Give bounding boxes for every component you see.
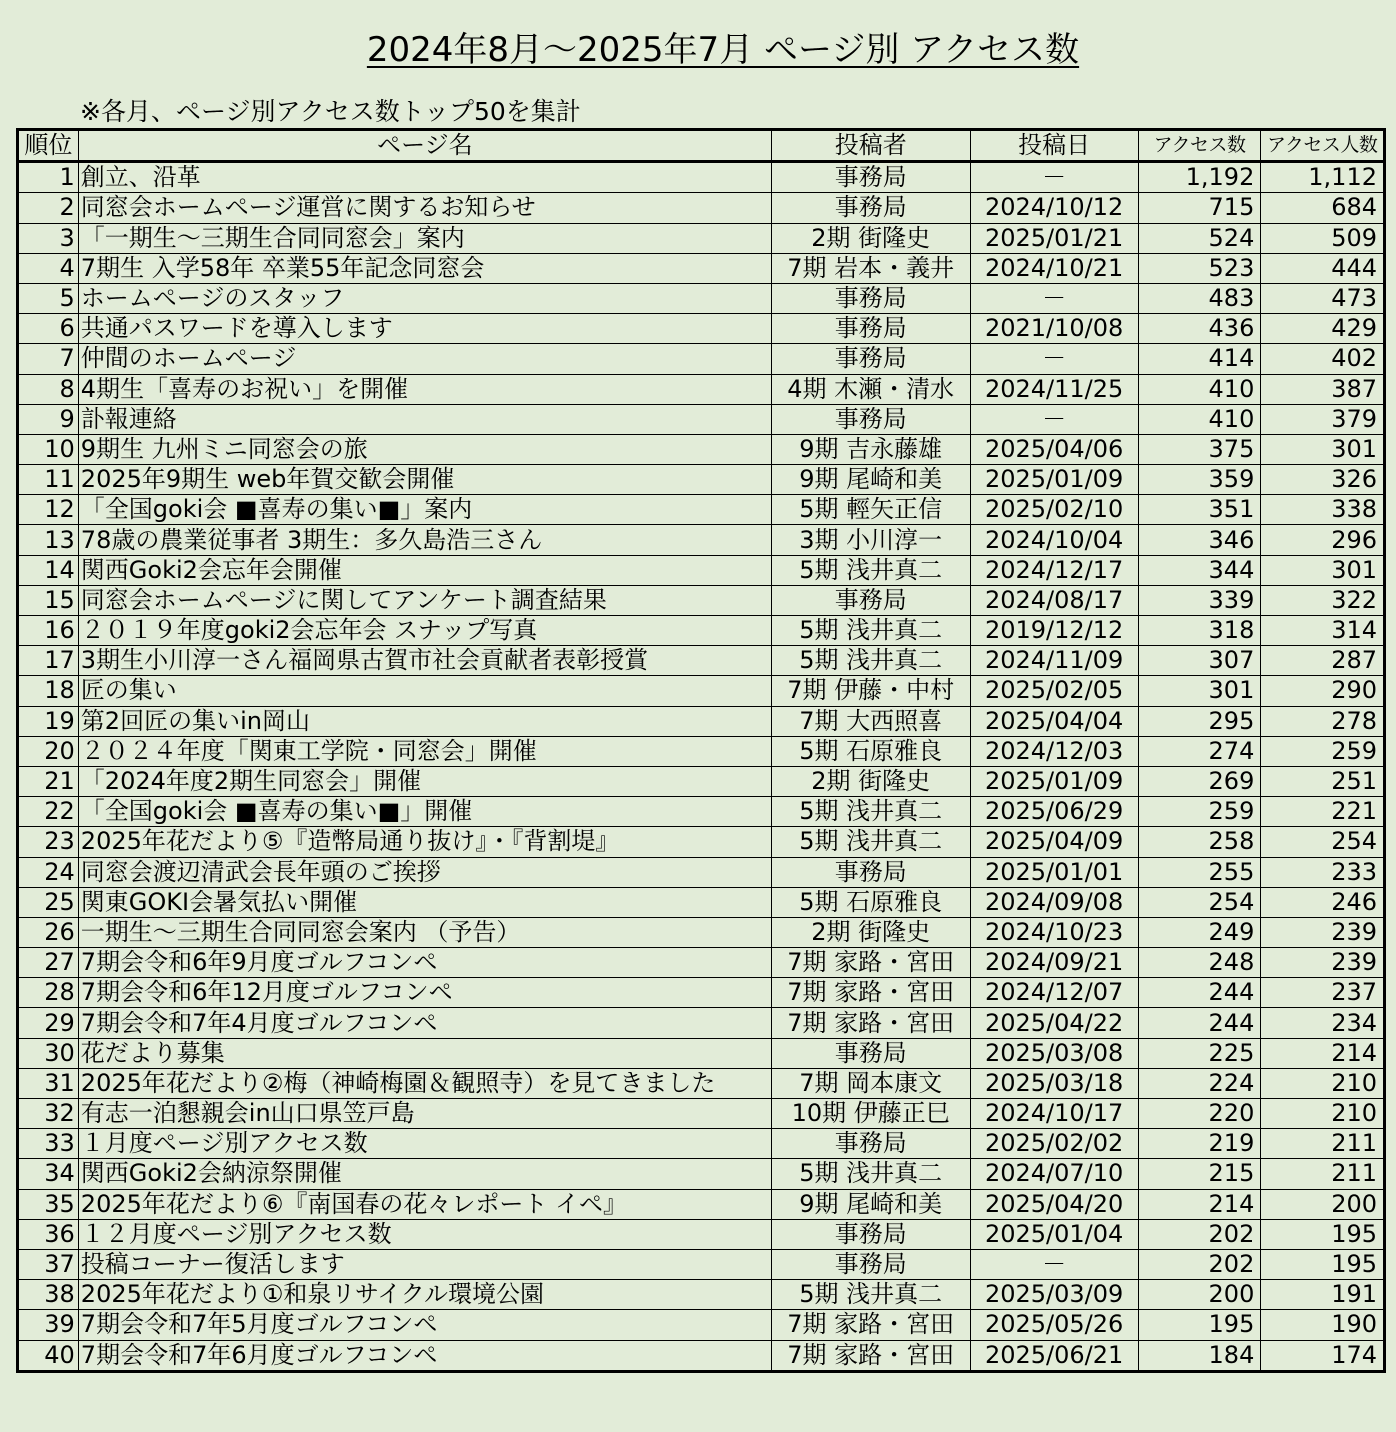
table-row: [18, 193, 1385, 223]
cell-page-name: 同窓会ホームページに関してアンケート調査結果: [78, 585, 771, 615]
cell-access-count: 523: [1138, 253, 1261, 283]
cell-rank: 34: [18, 1159, 79, 1189]
table-row: [18, 1099, 1385, 1129]
cell-rank: 14: [18, 555, 79, 585]
cell-page-name: 2025年花だより①和泉リサイクル環境公園: [78, 1280, 771, 1310]
cell-visitor-count: 210: [1261, 1099, 1385, 1129]
cell-rank: 20: [18, 736, 79, 766]
cell-author: 7期 大西照喜: [771, 706, 970, 736]
cell-rank: 36: [18, 1219, 79, 1249]
cell-visitor-count: 296: [1261, 525, 1385, 555]
cell-post-date: 2024/09/21: [970, 948, 1138, 978]
cell-visitor-count: 246: [1261, 887, 1385, 917]
cell-visitor-count: 191: [1261, 1280, 1385, 1310]
table-row: [18, 495, 1385, 525]
cell-access-count: 274: [1138, 736, 1261, 766]
table-row: [18, 1008, 1385, 1038]
cell-page-name: 2025年花だより⑥『南国春の花々レポート イペ』: [78, 1189, 771, 1219]
cell-author: 5期 石原雅良: [771, 887, 970, 917]
cell-page-name: 訃報連絡: [78, 404, 771, 434]
cell-post-date: －: [970, 344, 1138, 374]
cell-page-name: 7期生 入学58年 卒業55年記念同窓会: [78, 253, 771, 283]
cell-author: 事務局: [771, 1129, 970, 1159]
cell-page-name: 有志一泊懇親会in山口県笠戸島: [78, 1099, 771, 1129]
cell-access-count: 307: [1138, 646, 1261, 676]
cell-post-date: 2024/12/07: [970, 978, 1138, 1008]
table-row: [18, 797, 1385, 827]
cell-access-count: 202: [1138, 1219, 1261, 1249]
cell-access-count: 351: [1138, 495, 1261, 525]
cell-author: 7期 家路・宮田: [771, 1340, 970, 1371]
cell-rank: 25: [18, 887, 79, 917]
cell-visitor-count: 239: [1261, 917, 1385, 947]
cell-rank: 27: [18, 948, 79, 978]
cell-author: 5期 輕矢正信: [771, 495, 970, 525]
cell-page-name: 7期会令和7年6月度ゴルフコンペ: [78, 1340, 771, 1371]
cell-access-count: 244: [1138, 1008, 1261, 1038]
table-row: [18, 223, 1385, 253]
cell-access-count: 184: [1138, 1340, 1261, 1371]
table-row: [18, 827, 1385, 857]
cell-page-name: 7期会令和6年9月度ゴルフコンペ: [78, 948, 771, 978]
cell-post-date: 2025/04/20: [970, 1189, 1138, 1219]
table-row: [18, 1189, 1385, 1219]
cell-access-count: 195: [1138, 1310, 1261, 1340]
cell-visitor-count: 190: [1261, 1310, 1385, 1340]
cell-page-name: 7期会令和7年4月度ゴルフコンペ: [78, 1008, 771, 1038]
cell-visitor-count: 278: [1261, 706, 1385, 736]
cell-access-count: 318: [1138, 616, 1261, 646]
cell-rank: 33: [18, 1129, 79, 1159]
cell-access-count: 375: [1138, 434, 1261, 464]
cell-post-date: －: [970, 283, 1138, 313]
cell-page-name: 創立、沿革: [78, 162, 771, 193]
header-rank: 順位: [18, 130, 79, 162]
cell-page-name: 関西Goki2会忘年会開催: [78, 555, 771, 585]
header-date: 投稿日: [970, 130, 1138, 162]
cell-author: 5期 浅井真二: [771, 616, 970, 646]
cell-author: 7期 岩本・義井: [771, 253, 970, 283]
cell-access-count: 255: [1138, 857, 1261, 887]
cell-access-count: 410: [1138, 374, 1261, 404]
cell-author: 5期 浅井真二: [771, 1280, 970, 1310]
table-row: [18, 1068, 1385, 1098]
cell-rank: 31: [18, 1068, 79, 1098]
cell-visitor-count: 210: [1261, 1068, 1385, 1098]
cell-page-name: ２０２４年度「関東工学院・同窓会」開催: [78, 736, 771, 766]
table-row: [18, 162, 1385, 193]
cell-post-date: 2025/05/26: [970, 1310, 1138, 1340]
cell-visitor-count: 174: [1261, 1340, 1385, 1371]
cell-visitor-count: 402: [1261, 344, 1385, 374]
cell-visitor-count: 233: [1261, 857, 1385, 887]
cell-rank: 2: [18, 193, 79, 223]
cell-post-date: －: [970, 162, 1138, 193]
cell-access-count: 200: [1138, 1280, 1261, 1310]
cell-page-name: 一期生～三期生合同同窓会案内 （予告）: [78, 917, 771, 947]
table-row: [18, 646, 1385, 676]
table-row: [18, 736, 1385, 766]
cell-post-date: 2025/04/09: [970, 827, 1138, 857]
cell-rank: 38: [18, 1280, 79, 1310]
cell-access-count: 715: [1138, 193, 1261, 223]
cell-access-count: 359: [1138, 465, 1261, 495]
cell-author: 2期 街隆史: [771, 223, 970, 253]
cell-page-name: 78歳の農業従事者 3期生：多久島浩三さん: [78, 525, 771, 555]
cell-access-count: 254: [1138, 887, 1261, 917]
header-views: アクセス数: [1138, 130, 1261, 162]
cell-rank: 9: [18, 404, 79, 434]
cell-author: 事務局: [771, 344, 970, 374]
cell-author: 7期 岡本康文: [771, 1068, 970, 1098]
header-author: 投稿者: [771, 130, 970, 162]
cell-visitor-count: 195: [1261, 1219, 1385, 1249]
table-row: [18, 676, 1385, 706]
cell-page-name: 仲間のホームページ: [78, 344, 771, 374]
cell-rank: 4: [18, 253, 79, 283]
cell-visitor-count: 387: [1261, 374, 1385, 404]
cell-rank: 24: [18, 857, 79, 887]
table-row: [18, 948, 1385, 978]
cell-access-count: 220: [1138, 1099, 1261, 1129]
cell-rank: 10: [18, 434, 79, 464]
cell-post-date: －: [970, 1249, 1138, 1279]
cell-author: 4期 木瀬・清水: [771, 374, 970, 404]
cell-rank: 16: [18, 616, 79, 646]
cell-visitor-count: 444: [1261, 253, 1385, 283]
cell-post-date: 2024/12/17: [970, 555, 1138, 585]
cell-visitor-count: 379: [1261, 404, 1385, 434]
cell-rank: 1: [18, 162, 79, 193]
cell-visitor-count: 290: [1261, 676, 1385, 706]
cell-access-count: 483: [1138, 283, 1261, 313]
cell-post-date: 2025/04/04: [970, 706, 1138, 736]
cell-post-date: 2025/03/08: [970, 1038, 1138, 1068]
cell-page-name: 7期会令和7年5月度ゴルフコンペ: [78, 1310, 771, 1340]
cell-post-date: 2025/03/09: [970, 1280, 1138, 1310]
cell-author: 事務局: [771, 314, 970, 344]
cell-page-name: １月度ページ別アクセス数: [78, 1129, 771, 1159]
cell-access-count: 295: [1138, 706, 1261, 736]
table-row: [18, 1129, 1385, 1159]
table-row: [18, 766, 1385, 796]
cell-access-count: 436: [1138, 314, 1261, 344]
cell-author: 事務局: [771, 404, 970, 434]
cell-post-date: 2024/10/23: [970, 917, 1138, 947]
cell-visitor-count: 314: [1261, 616, 1385, 646]
cell-post-date: 2025/04/22: [970, 1008, 1138, 1038]
table-row: [18, 253, 1385, 283]
cell-rank: 30: [18, 1038, 79, 1068]
cell-author: 3期 小川淳一: [771, 525, 970, 555]
cell-access-count: 244: [1138, 978, 1261, 1008]
cell-access-count: 215: [1138, 1159, 1261, 1189]
cell-access-count: 259: [1138, 797, 1261, 827]
table-row: [18, 978, 1385, 1008]
table-row: [18, 1219, 1385, 1249]
cell-rank: 13: [18, 525, 79, 555]
cell-access-count: 1,192: [1138, 162, 1261, 193]
cell-page-name: 3期生小川淳一さん福岡県古賀市社会貢献者表彰授賞: [78, 646, 771, 676]
cell-author: 7期 家路・宮田: [771, 1310, 970, 1340]
cell-author: 7期 家路・宮田: [771, 978, 970, 1008]
table-note: ※各月、ページ別アクセス数トップ50を集計: [80, 97, 581, 126]
cell-post-date: 2025/01/09: [970, 766, 1138, 796]
cell-rank: 23: [18, 827, 79, 857]
cell-author: 事務局: [771, 857, 970, 887]
cell-post-date: 2025/06/21: [970, 1340, 1138, 1371]
cell-post-date: 2024/08/17: [970, 585, 1138, 615]
cell-author: 5期 浅井真二: [771, 555, 970, 585]
cell-access-count: 202: [1138, 1249, 1261, 1279]
cell-page-name: 関東GOKI会暑気払い開催: [78, 887, 771, 917]
cell-page-name: ホームページのスタッフ: [78, 283, 771, 313]
cell-author: 5期 石原雅良: [771, 736, 970, 766]
table-row: [18, 555, 1385, 585]
page-title: [0, 22, 1396, 71]
cell-author: 9期 尾崎和美: [771, 1189, 970, 1219]
cell-page-name: 同窓会渡辺清武会長年頭のご挨拶: [78, 857, 771, 887]
cell-rank: 19: [18, 706, 79, 736]
cell-author: 事務局: [771, 1038, 970, 1068]
cell-access-count: 258: [1138, 827, 1261, 857]
cell-post-date: 2025/01/09: [970, 465, 1138, 495]
cell-post-date: 2024/09/08: [970, 887, 1138, 917]
table-row: [18, 344, 1385, 374]
cell-visitor-count: 211: [1261, 1159, 1385, 1189]
cell-access-count: 225: [1138, 1038, 1261, 1068]
cell-page-name: 2025年花だより⑤『造幣局通り抜け』・『背割堤』: [78, 827, 771, 857]
table-row: [18, 1249, 1385, 1279]
cell-post-date: 2024/10/12: [970, 193, 1138, 223]
cell-post-date: 2025/06/29: [970, 797, 1138, 827]
cell-rank: 11: [18, 465, 79, 495]
cell-visitor-count: 200: [1261, 1189, 1385, 1219]
cell-page-name: 第2回匠の集いin岡山: [78, 706, 771, 736]
cell-visitor-count: 509: [1261, 223, 1385, 253]
cell-visitor-count: 322: [1261, 585, 1385, 615]
cell-visitor-count: 338: [1261, 495, 1385, 525]
cell-page-name: 共通パスワードを導入します: [78, 314, 771, 344]
header-row: [18, 130, 1385, 162]
table-row: [18, 1340, 1385, 1371]
cell-visitor-count: 287: [1261, 646, 1385, 676]
cell-author: 7期 家路・宮田: [771, 948, 970, 978]
cell-post-date: 2021/10/08: [970, 314, 1138, 344]
cell-post-date: 2025/03/18: [970, 1068, 1138, 1098]
cell-page-name: 「一期生～三期生合同同窓会」案内: [78, 223, 771, 253]
cell-rank: 21: [18, 766, 79, 796]
cell-page-name: １２月度ページ別アクセス数: [78, 1219, 771, 1249]
cell-access-count: 248: [1138, 948, 1261, 978]
cell-access-count: 344: [1138, 555, 1261, 585]
cell-post-date: 2019/12/12: [970, 616, 1138, 646]
cell-author: 事務局: [771, 1219, 970, 1249]
cell-rank: 29: [18, 1008, 79, 1038]
table-row: [18, 404, 1385, 434]
cell-access-count: 524: [1138, 223, 1261, 253]
cell-rank: 7: [18, 344, 79, 374]
cell-author: 5期 浅井真二: [771, 646, 970, 676]
cell-author: 事務局: [771, 1249, 970, 1279]
cell-author: 5期 浅井真二: [771, 797, 970, 827]
table-body: [18, 162, 1385, 1372]
cell-visitor-count: 239: [1261, 948, 1385, 978]
cell-access-count: 224: [1138, 1068, 1261, 1098]
cell-post-date: 2025/02/05: [970, 676, 1138, 706]
cell-rank: 28: [18, 978, 79, 1008]
page-title-text: 2024年8月～2025年7月 ページ別 アクセス数: [366, 30, 1080, 70]
cell-rank: 15: [18, 585, 79, 615]
table-row: [18, 1038, 1385, 1068]
cell-access-count: 414: [1138, 344, 1261, 374]
cell-access-count: 410: [1138, 404, 1261, 434]
table-row: [18, 1280, 1385, 1310]
cell-visitor-count: 211: [1261, 1129, 1385, 1159]
cell-author: 9期 尾崎和美: [771, 465, 970, 495]
cell-author: 7期 家路・宮田: [771, 1008, 970, 1038]
cell-post-date: －: [970, 404, 1138, 434]
header-page: ページ名: [78, 130, 771, 162]
cell-post-date: 2024/10/04: [970, 525, 1138, 555]
table-row: [18, 706, 1385, 736]
cell-page-name: 7期会令和6年12月度ゴルフコンペ: [78, 978, 771, 1008]
cell-access-count: 214: [1138, 1189, 1261, 1219]
cell-access-count: 249: [1138, 917, 1261, 947]
cell-page-name: 2025年花だより②梅（神崎梅園＆観照寺）を見てきました: [78, 1068, 771, 1098]
cell-author: 事務局: [771, 162, 970, 193]
cell-rank: 18: [18, 676, 79, 706]
cell-access-count: 301: [1138, 676, 1261, 706]
cell-author: 2期 街隆史: [771, 917, 970, 947]
cell-author: 事務局: [771, 193, 970, 223]
table-row: [18, 314, 1385, 344]
cell-page-name: 「全国goki会 ■喜寿の集い■」案内: [78, 495, 771, 525]
access-table: [16, 128, 1386, 1373]
cell-visitor-count: 234: [1261, 1008, 1385, 1038]
cell-page-name: 同窓会ホームページ運営に関するお知らせ: [78, 193, 771, 223]
cell-page-name: 関西Goki2会納涼祭開催: [78, 1159, 771, 1189]
table-row: [18, 374, 1385, 404]
cell-visitor-count: 326: [1261, 465, 1385, 495]
cell-page-name: ２０１９年度goki2会忘年会 スナップ写真: [78, 616, 771, 646]
cell-visitor-count: 251: [1261, 766, 1385, 796]
cell-author: 10期 伊藤正巳: [771, 1099, 970, 1129]
cell-post-date: 2024/12/03: [970, 736, 1138, 766]
cell-post-date: 2024/11/25: [970, 374, 1138, 404]
cell-visitor-count: 195: [1261, 1249, 1385, 1279]
cell-rank: 26: [18, 917, 79, 947]
cell-author: 事務局: [771, 585, 970, 615]
cell-page-name: 花だより募集: [78, 1038, 771, 1068]
cell-visitor-count: 259: [1261, 736, 1385, 766]
cell-visitor-count: 473: [1261, 283, 1385, 313]
cell-page-name: 「全国goki会 ■喜寿の集い■」開催: [78, 797, 771, 827]
cell-author: 5期 浅井真二: [771, 1159, 970, 1189]
cell-rank: 17: [18, 646, 79, 676]
cell-post-date: 2024/11/09: [970, 646, 1138, 676]
cell-author: 9期 吉永藤雄: [771, 434, 970, 464]
table-row: [18, 917, 1385, 947]
table-row: [18, 465, 1385, 495]
cell-rank: 32: [18, 1099, 79, 1129]
table-row: [18, 1159, 1385, 1189]
cell-rank: 40: [18, 1340, 79, 1371]
header-users: アクセス人数: [1261, 130, 1385, 162]
cell-access-count: 339: [1138, 585, 1261, 615]
table-row: [18, 525, 1385, 555]
cell-page-name: 投稿コーナー復活します: [78, 1249, 771, 1279]
cell-post-date: 2025/01/01: [970, 857, 1138, 887]
cell-visitor-count: 221: [1261, 797, 1385, 827]
table-row: [18, 857, 1385, 887]
cell-visitor-count: 214: [1261, 1038, 1385, 1068]
cell-visitor-count: 684: [1261, 193, 1385, 223]
cell-rank: 22: [18, 797, 79, 827]
cell-post-date: 2024/07/10: [970, 1159, 1138, 1189]
table-row: [18, 1310, 1385, 1340]
cell-rank: 8: [18, 374, 79, 404]
table-row: [18, 887, 1385, 917]
cell-page-name: 2025年9期生 web年賀交歓会開催: [78, 465, 771, 495]
cell-rank: 12: [18, 495, 79, 525]
cell-page-name: 9期生 九州ミニ同窓会の旅: [78, 434, 771, 464]
table-row: [18, 434, 1385, 464]
cell-author: 2期 街隆史: [771, 766, 970, 796]
cell-author: 事務局: [771, 283, 970, 313]
cell-visitor-count: 237: [1261, 978, 1385, 1008]
cell-author: 5期 浅井真二: [771, 827, 970, 857]
cell-visitor-count: 1,112: [1261, 162, 1385, 193]
cell-rank: 35: [18, 1189, 79, 1219]
cell-post-date: 2025/02/02: [970, 1129, 1138, 1159]
cell-page-name: 4期生「喜寿のお祝い」を開催: [78, 374, 771, 404]
cell-visitor-count: 301: [1261, 434, 1385, 464]
cell-access-count: 219: [1138, 1129, 1261, 1159]
table-row: [18, 616, 1385, 646]
cell-visitor-count: 254: [1261, 827, 1385, 857]
table-row: [18, 585, 1385, 615]
cell-rank: 6: [18, 314, 79, 344]
cell-access-count: 346: [1138, 525, 1261, 555]
cell-rank: 3: [18, 223, 79, 253]
cell-post-date: 2025/04/06: [970, 434, 1138, 464]
cell-page-name: 匠の集い: [78, 676, 771, 706]
cell-post-date: 2025/01/21: [970, 223, 1138, 253]
cell-rank: 37: [18, 1249, 79, 1279]
cell-visitor-count: 301: [1261, 555, 1385, 585]
cell-visitor-count: 429: [1261, 314, 1385, 344]
cell-post-date: 2025/02/10: [970, 495, 1138, 525]
cell-post-date: 2025/01/04: [970, 1219, 1138, 1249]
cell-post-date: 2024/10/21: [970, 253, 1138, 283]
cell-rank: 5: [18, 283, 79, 313]
cell-author: 7期 伊藤・中村: [771, 676, 970, 706]
table-row: [18, 283, 1385, 313]
cell-post-date: 2024/10/17: [970, 1099, 1138, 1129]
cell-rank: 39: [18, 1310, 79, 1340]
cell-page-name: 「2024年度2期生同窓会」開催: [78, 766, 771, 796]
cell-access-count: 269: [1138, 766, 1261, 796]
